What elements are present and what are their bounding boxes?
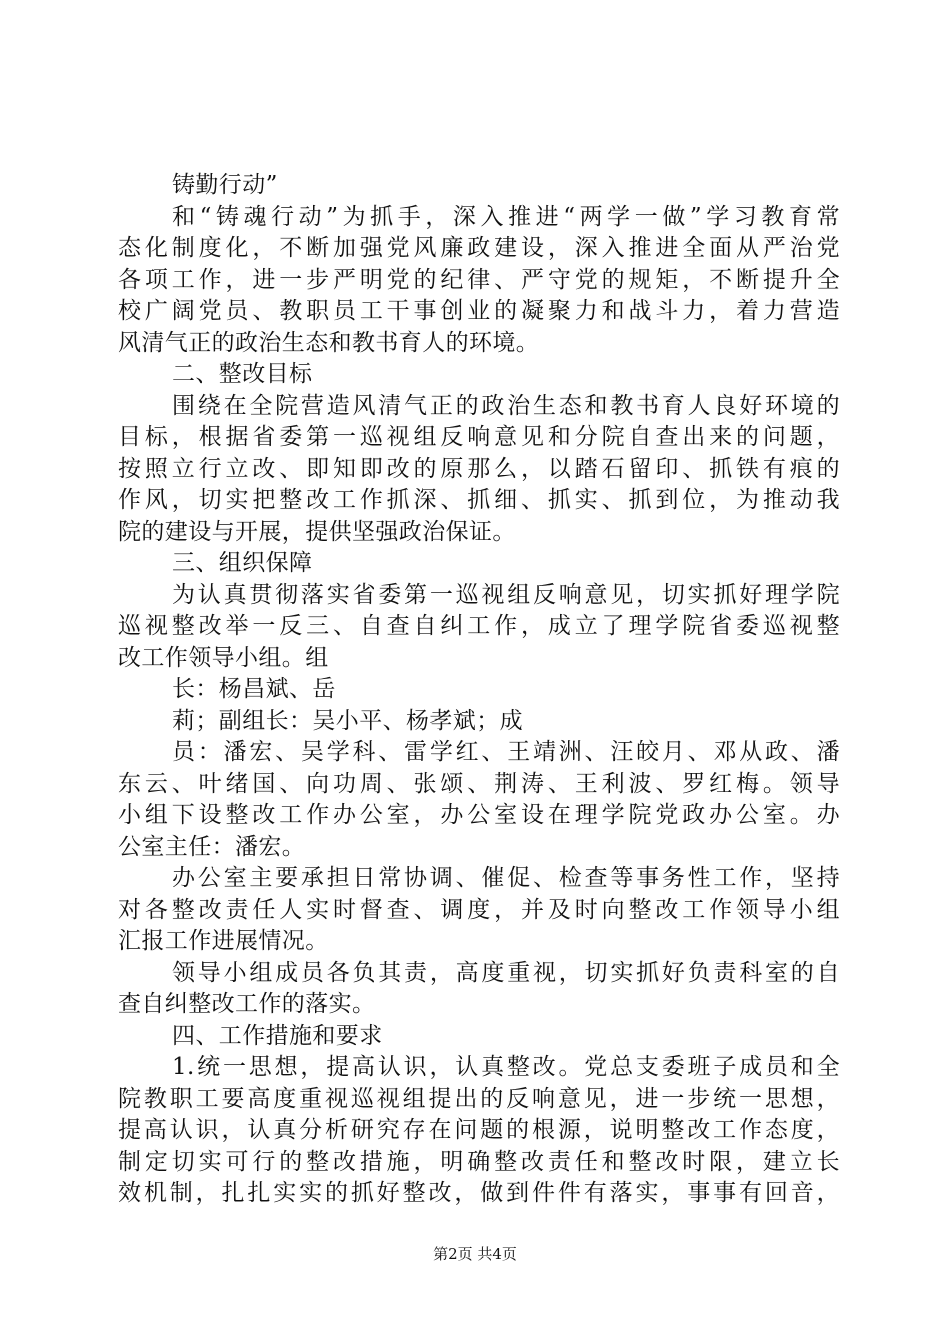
text-line: 为认真贯彻落实省委第一巡视组反响意见，切实抓好理学院 [172, 581, 840, 608]
text-line: 制定切实可行的整改措施，明确整改责任和整改时限，建立长 [118, 1148, 840, 1175]
document-body [118, 170, 840, 1210]
text-line: 1.统一思想，提高认识，认真整改。党总支委班子成员和全 [172, 1054, 840, 1080]
text-line: 提高认识，认真分析研究存在问题的根源，说明整改工作态度， [118, 1117, 840, 1143]
text-line: 改工作领导小组。组 [118, 644, 329, 671]
text-line: 作风，切实把整改工作抓深、抓细、抓实、抓到位，为推动我 [118, 487, 840, 513]
text-line: 办公室主要承担日常协调、催促、检查等事务性工作，坚持 [172, 865, 840, 891]
text-line: 风清气正的政治生态和教书育人的环境。 [118, 329, 540, 356]
text-line: 领导小组成员各负其责，高度重视，切实抓好负责科室的自 [172, 959, 840, 986]
text-line: 态化制度化，不断加强党风廉政建设，深入推进全面从严治党 [118, 235, 840, 261]
text-line: 四、工作措施和要求 [172, 1022, 383, 1049]
text-line: 院教职工要高度重视巡视组提出的反响意见，进一步统一思想， [118, 1085, 840, 1112]
text-line: 目标，根据省委第一巡视组反响意见和分院自查出来的问题， [118, 424, 840, 450]
text-line: 员：潘宏、吴学科、雷学红、王靖洲、汪皎月、邓从政、潘 [172, 739, 840, 765]
text-line: 校广阔党员、教职员工干事创业的凝聚力和战斗力，着力营造 [118, 298, 840, 324]
text-line: 按照立行立改、即知即改的原那么，以踏石留印、抓铁有痕的 [118, 455, 840, 482]
text-line: 各项工作，进一步严明党的纪律、严守党的规矩，不断提升全 [118, 266, 840, 293]
page-footer: 第2页 共4页 [433, 1245, 517, 1263]
text-line: 巡视整改举一反三、自查自纠工作，成立了理学院省委巡视整 [118, 613, 840, 639]
text-line: 三、组织保障 [172, 550, 313, 576]
text-line: 和“铸魂行动”为抓手，深入推进“两学一做”学习教育常 [172, 203, 840, 230]
text-line: 二、整改目标 [172, 361, 313, 387]
text-line: 查自纠整改工作的落实。 [118, 991, 376, 1017]
text-line: 汇报工作进展情况。 [118, 928, 329, 954]
text-line: 对各整改责任人实时督查、调度，并及时向整改工作领导小组 [118, 896, 840, 923]
text-line: 长：杨昌斌、岳 [172, 676, 336, 702]
text-line: 围绕在全院营造风清气正的政治生态和教书育人良好环境的 [172, 392, 840, 419]
text-line: 效机制，扎扎实实的抓好整改，做到件件有落实，事事有回音， [118, 1180, 840, 1206]
text-line: 莉；副组长：吴小平、杨孝斌；成 [172, 707, 523, 734]
text-line: 公室主任：潘宏。 [118, 833, 306, 860]
text-line: 东云、叶绪国、向功周、张颂、荆涛、王利波、罗红梅。领导 [118, 770, 840, 797]
text-line: 小组下设整改工作办公室，办公室设在理学院党政办公室。办 [118, 802, 840, 828]
text-line: 铸勤行动” [172, 172, 278, 198]
text-line: 院的建设与开展，提供坚强政治保证。 [118, 518, 516, 545]
